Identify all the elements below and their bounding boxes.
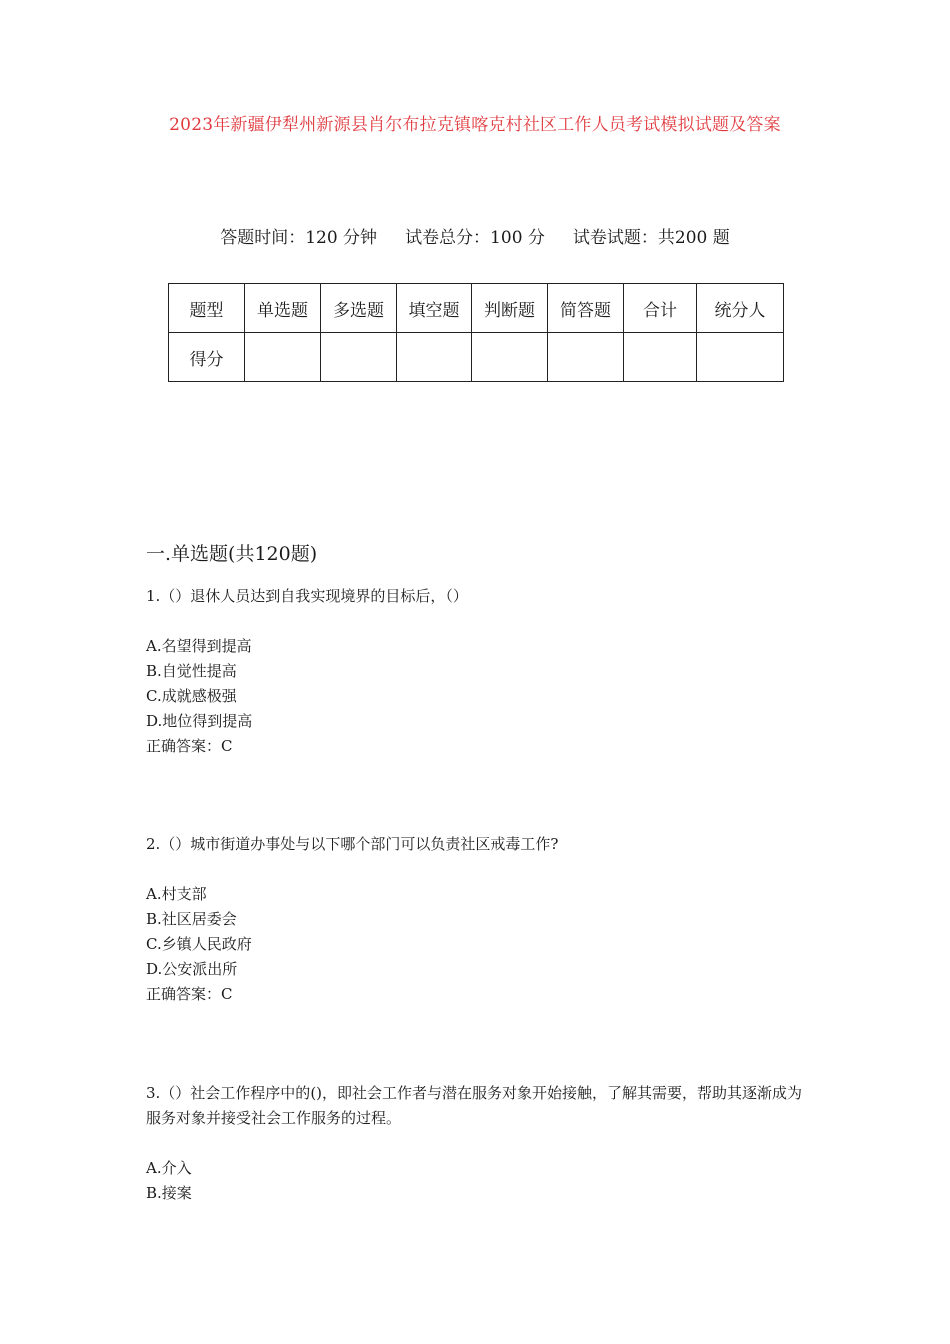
question-stem: 2.（）城市街道办事处与以下哪个部门可以负责社区戒毒工作? xyxy=(146,835,559,853)
header-cell: 简答题 xyxy=(548,284,624,333)
question-block xyxy=(146,1081,812,1206)
exam-time: 答题时间：120 分钟 xyxy=(220,228,378,248)
score-cell xyxy=(472,333,548,382)
section-title: 一.单选题(共120题) xyxy=(146,543,318,565)
document-title: 2023年新疆伊犁州新源县肖尔布拉克镇喀克村社区工作人员考试模拟试题及答案 xyxy=(169,115,781,135)
score-cell xyxy=(321,333,397,382)
question-stem: 1.（）退休人员达到自我实现境界的目标后，（） xyxy=(146,587,468,605)
header-cell: 填空题 xyxy=(397,284,472,333)
option-a: A.介入 xyxy=(146,1159,192,1177)
header-cell: 题型 xyxy=(169,284,245,333)
correct-answer: 正确答案：C xyxy=(146,737,233,755)
question-stem: 3.（）社会工作程序中的()，即社会工作者与潜在服务对象开始接触，了解其需要，帮助其逐渐成为服务对象并接受社会工作服务的过程。 xyxy=(146,1084,803,1127)
score-cell xyxy=(397,333,472,382)
option-a: A.名望得到提高 xyxy=(146,637,252,655)
header-cell: 单选题 xyxy=(245,284,321,333)
header-cell: 合计 xyxy=(624,284,697,333)
question-block xyxy=(146,832,812,1007)
option-c: C.乡镇人民政府 xyxy=(146,935,252,953)
row-label-cell: 得分 xyxy=(169,333,245,382)
exam-total-score: 试卷总分：100 分 xyxy=(405,228,545,248)
score-cell xyxy=(245,333,321,382)
question-block xyxy=(146,584,812,759)
option-d: D.地位得到提高 xyxy=(146,712,253,730)
option-b: B.社区居委会 xyxy=(146,910,237,928)
score-table-header-row xyxy=(169,284,784,333)
option-d: D.公安派出所 xyxy=(146,960,238,978)
exam-question-count: 试卷试题：共200 题 xyxy=(572,228,730,248)
option-b: B.自觉性提高 xyxy=(146,662,237,680)
score-table-score-row xyxy=(169,333,784,382)
score-cell xyxy=(697,333,784,382)
score-table xyxy=(168,283,784,382)
header-cell: 判断题 xyxy=(472,284,548,333)
exam-meta xyxy=(0,226,950,250)
option-a: A.村支部 xyxy=(146,885,207,903)
option-c: C.成就感极强 xyxy=(146,687,237,705)
option-b: B.接案 xyxy=(146,1184,192,1202)
correct-answer: 正确答案：C xyxy=(146,985,233,1003)
header-cell: 多选题 xyxy=(321,284,397,333)
header-cell: 统分人 xyxy=(697,284,784,333)
score-cell xyxy=(548,333,624,382)
score-cell xyxy=(624,333,697,382)
